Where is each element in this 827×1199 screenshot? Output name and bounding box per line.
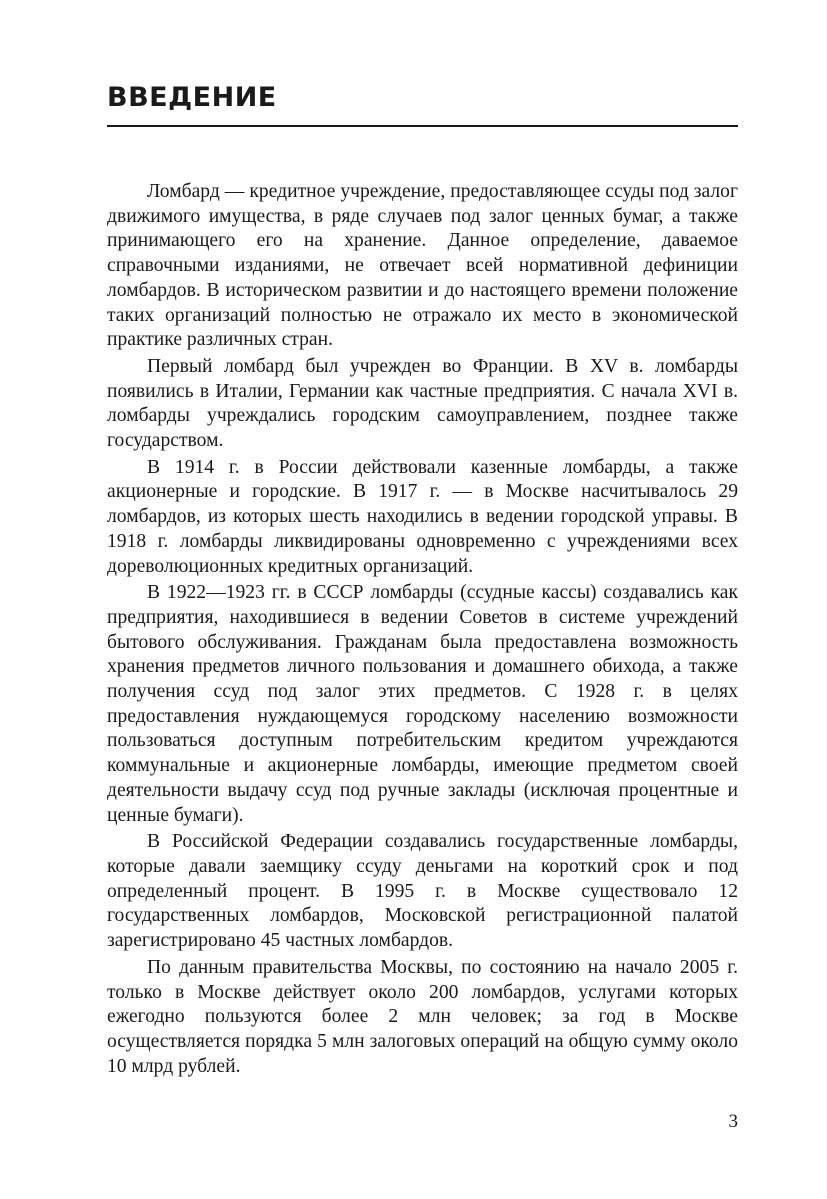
heading-divider xyxy=(107,125,738,127)
paragraph-russian-federation: В Российской Федерации создавались государственные ломбарды, которые давали заемщику ссуду деньгами на короткий срок и под определенный процент. В 1995 г. в Москве существовало 12 государственных ломбардов, Московской регистрационной палатой зарегистрировано 45 частных ломбардов. xyxy=(107,831,738,952)
paragraph-definition: Ломбард — кредитное учреждение, предоставляющее ссуды под залог движимого имущества, в ряде случаев под залог ценных бумаг, а также принимающего его на хранение. Данное определение, даваемое справочными изданиями, не отвечает всей нормативной дефиниции ломбардов. В историческом развитии и до настоящего времени положение таких организаций полностью не отражало их место в экономической практике различных стран. xyxy=(107,181,738,351)
body-text xyxy=(107,180,738,1081)
paragraph-origins: Первый ломбард был учрежден во Франции. В XV в. ломбарды появились в Италии, Германии как частные предприятия. С начала XVI в. ломбарды учреждались городским самоуправлением, позднее также государством. xyxy=(107,355,738,452)
page-number: 3 xyxy=(728,1111,738,1132)
chapter-heading: ВВЕДЕНИЕ xyxy=(107,82,277,113)
paragraph-ussr: В 1922—1923 гг. в СССР ломбарды (ссудные кассы) создавались как предприятия, находившиеся в ведении Советов в системе учреждений бытового обслуживания. Гражданам была предоставлена возможность хранения предметов личного пользования и домашнего обихода, а также получения ссуд под залог этих предметов. С 1928 г. в целях предоставления нуждающемуся городскому населению возможности пользоваться доступным потребительским кредитом учреждаются коммунальные и акционерные ломбарды, имеющие предметом своей деятельности выдачу ссуд под ручные заклады (исключая процентные и ценные бумаги). xyxy=(107,582,738,826)
paragraph-russia-1914: В 1914 г. в России действовали казенные ломбарды, а также акционерные и городские. В 1917 г. — в Москве насчитывалось 29 ломбардов, из которых шесть находились в ведении городской управы. В 1918 г. ломбарды ликвидированы одновременно с учреждениями всех дореволюционных кредитных организаций. xyxy=(107,456,738,577)
paragraph-moscow-2005: По данным правительства Москвы, по состоянию на начало 2005 г. только в Москве действует около 200 ломбардов, услугами которых ежегодно пользуются более 2 млн человек; за год в Москве осуществляется порядка 5 млн залоговых операций на общую сумму около 10 млрд рублей. xyxy=(107,956,738,1077)
